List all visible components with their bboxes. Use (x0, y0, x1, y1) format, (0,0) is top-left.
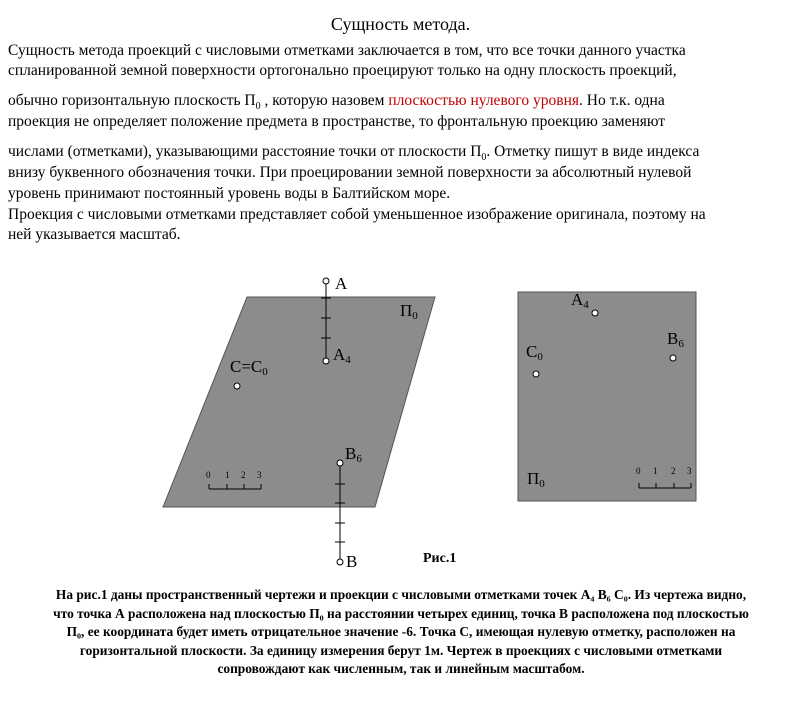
label-b6-letter: B (345, 444, 357, 463)
page-title: Сущность метода. (330, 14, 471, 34)
label-c-sub: 0 (262, 366, 268, 378)
point-a4-proj (592, 310, 598, 316)
label-b6-proj-sub: 6 (678, 338, 684, 350)
plane-p0-right (518, 292, 696, 501)
point-c0-proj (533, 371, 539, 377)
point-a4 (323, 358, 329, 364)
text-line-1: Сущность метода проекций с числовыми отметками заключается в том, что все точки данного участка (8, 42, 686, 59)
text-line-3-c: . Но т.к. одна (579, 92, 665, 109)
pi-symbol: П (244, 92, 256, 109)
caption-line-1: На рис.1 даны пространственный чертежи и проекции с числовыми отметками точек А₄ В₆ С₀. Из чертежа видно, (55, 587, 747, 602)
point-b (337, 559, 343, 565)
label-a4-sub: 4 (345, 354, 351, 366)
label-b6-proj-letter: B (667, 329, 679, 348)
label-c-letter: C=C (230, 357, 263, 376)
label-p0-right-letter: П (527, 469, 540, 488)
caption-line-3: П₀, ее координата будет иметь отрицательное значение -6. Точка С, имеющая нулевую отметку, расположен на (66, 624, 736, 639)
scale-tick-label: 3 (687, 466, 692, 476)
highlight-term: плоскостью нулевого уровня (388, 92, 579, 109)
label-c0-proj-letter: C (526, 342, 538, 361)
text-line-6: внизу буквенного обозначения точки. При проецировании земной поверхности за абсолютный нулевой (8, 164, 692, 181)
scale-tick-label: 1 (653, 466, 658, 476)
label-p0-letter: П (400, 301, 413, 320)
label-p0-right-sub: 0 (539, 478, 545, 490)
caption-line-5: сопровождают как численным, так и линейным масштабом. (217, 661, 585, 676)
label-a: A (335, 274, 348, 293)
text-line-7: уровень принимают постоянный уровень воды в Балтийском море. (8, 185, 451, 202)
figure-caption: Рис.1 (423, 551, 457, 566)
pi-symbol: П (470, 143, 482, 160)
text-line-5-a: числами (отметками), указывающими расстояние точки от плоскости (8, 143, 467, 160)
label-c0-proj-sub: 0 (537, 351, 543, 363)
scale-tick-label: 0 (206, 470, 211, 480)
pi-subscript: 0 (255, 101, 261, 113)
caption-line-2: что точка А расположена над плоскостью П₀ на расстоянии четырех единиц, точка В расположена под плоскостью (53, 605, 749, 621)
text-line-9: ней указывается масштаб. (8, 226, 181, 243)
pi-subscript: 0 (481, 152, 487, 164)
point-a (323, 278, 329, 284)
label-p0-sub: 0 (412, 310, 418, 322)
caption-line-4: горизонтальной плоскости. За единицу измерения берут 1м. Чертеж в проекциях с числовыми отметками (79, 642, 723, 658)
text-line-3-b: , которую назовем (264, 92, 385, 109)
plane-p0-left (163, 297, 435, 507)
scale-tick-label: 2 (671, 466, 676, 476)
scale-tick-label: 1 (225, 470, 230, 480)
text-line-5-b: . Отметку пишут в виде индекса (486, 143, 700, 160)
text-line-8: Проекция с числовыми отметками представляет собой уменьшенное изображение оригинала, поэтому на (8, 206, 706, 223)
scale-tick-label: 0 (636, 466, 641, 476)
figure-description (6, 586, 796, 679)
text-line-2: спланированной земной поверхности ортогонально проецируют только на одну плоскость проекций, (8, 62, 677, 79)
label-a4-proj-sub: 4 (583, 299, 589, 311)
label-a4-letter: A (333, 345, 346, 364)
label-a4-proj-letter: A (571, 290, 584, 309)
point-c (234, 383, 240, 389)
label-b: B (346, 552, 358, 571)
text-line-4: проекция не определяет положение предмета в пространстве, то фронтальную проекцию заменяют (8, 113, 666, 130)
scale-tick-label: 2 (241, 470, 246, 480)
label-b6-sub: 6 (356, 453, 362, 465)
point-b6 (337, 460, 343, 466)
figure-1 (0, 268, 801, 588)
text-line-3-a: обычно горизонтальную плоскость (8, 92, 241, 109)
point-b6-proj (670, 355, 676, 361)
scale-tick-label: 3 (257, 470, 262, 480)
